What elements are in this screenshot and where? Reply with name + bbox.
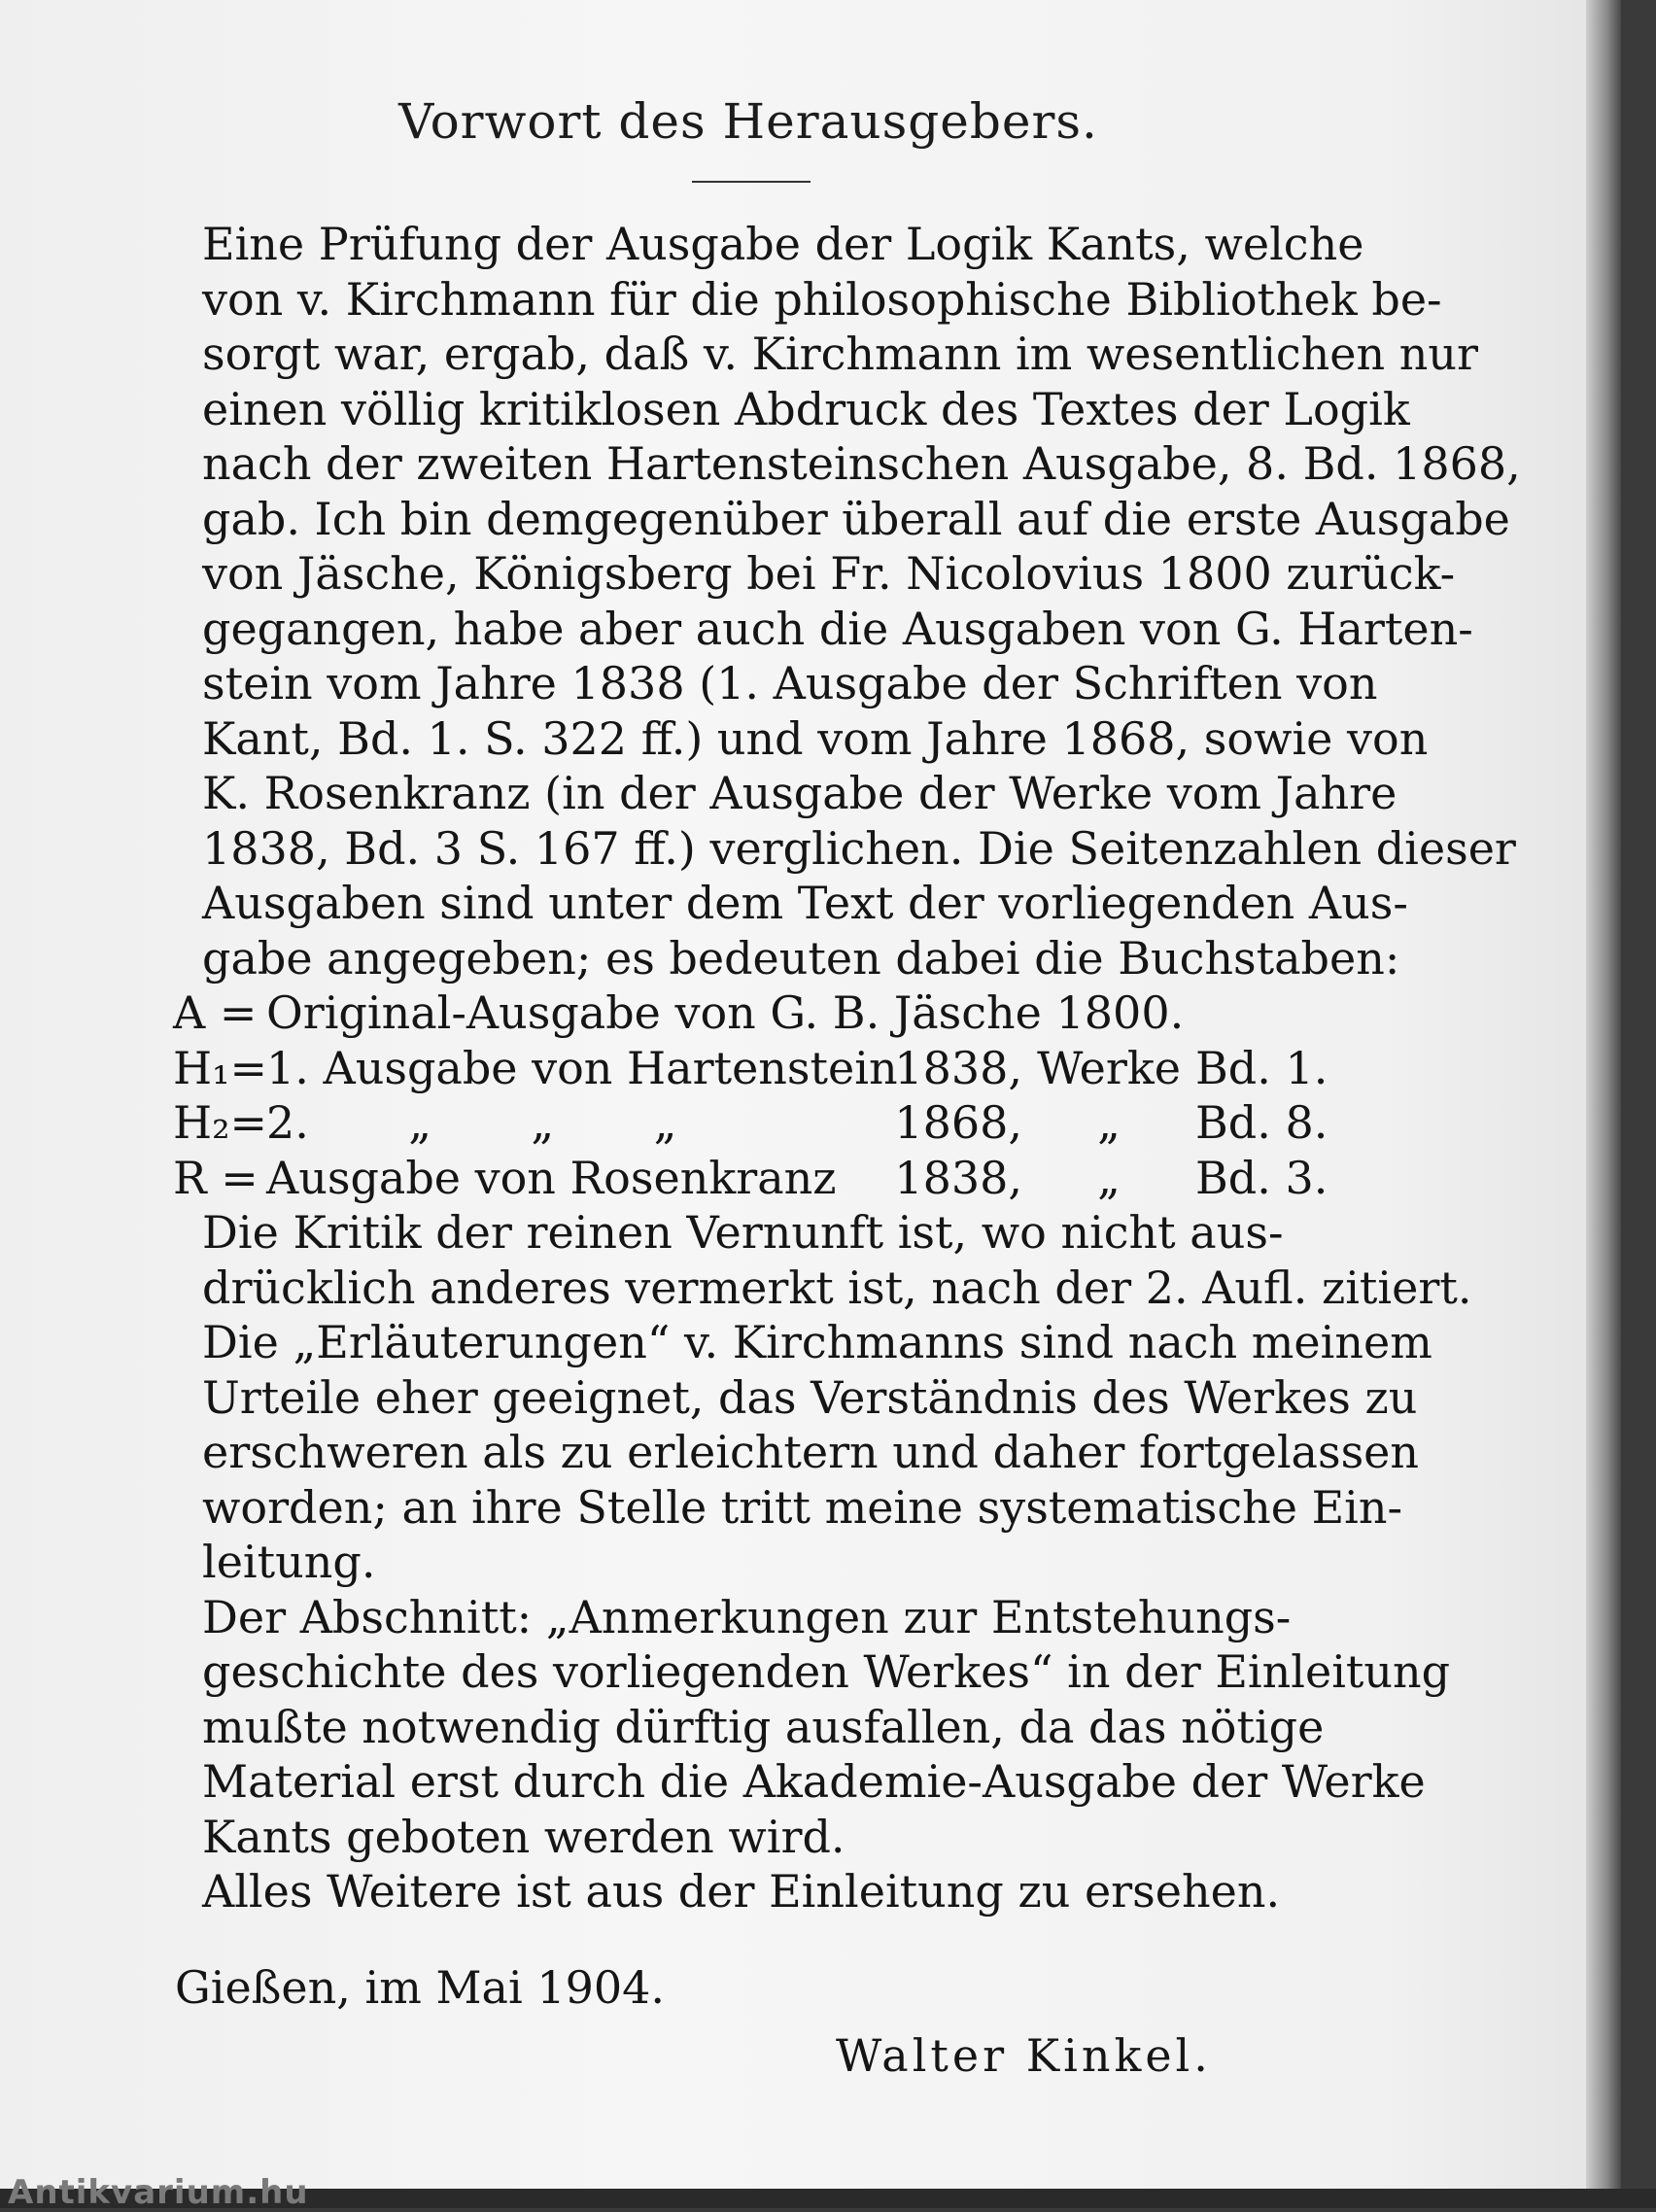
abbreviation-year: 1838, bbox=[879, 1041, 1022, 1096]
text-line: Die Kritik der reinen Vernunft ist, wo nicht aus- bbox=[128, 1205, 1364, 1261]
abbreviation-year: 1868, bbox=[879, 1095, 1022, 1151]
paragraph-3 bbox=[128, 1315, 1364, 1590]
paragraph-2 bbox=[128, 1205, 1364, 1315]
abbreviation-key: A = bbox=[173, 985, 266, 1041]
text-line: Alles Weitere ist aus der Einleitung zu ersehen. bbox=[128, 1864, 1364, 1919]
page-title: Vorwort des Herausgebers. bbox=[0, 93, 1497, 150]
text-line: leitung. bbox=[128, 1535, 1364, 1590]
text-line: Eine Prüfung der Ausgabe der Logik Kants, welche bbox=[128, 217, 1364, 272]
place-date: Gießen, im Mai 1904. bbox=[175, 1961, 665, 2014]
abbreviation-desc: Ausgabe von Rosenkranz bbox=[266, 1151, 879, 1206]
abbreviation-row bbox=[173, 1095, 1364, 1151]
abbreviation-row bbox=[173, 1041, 1364, 1096]
title-rule bbox=[692, 181, 811, 183]
abbreviation-year: 1838, bbox=[879, 1151, 1022, 1206]
text-line: 1838, Bd. 3 S. 167 ff.) verglichen. Die Seitenzahlen dieser bbox=[128, 821, 1364, 877]
abbreviation-table bbox=[128, 985, 1364, 1205]
abbreviation-volume: Bd. 1. bbox=[1195, 1041, 1293, 1096]
text-line: Der Abschnitt: „Anmerkungen zur Entstehungs- bbox=[128, 1590, 1364, 1645]
bottom-strip bbox=[0, 2189, 1656, 2208]
text-line: von v. Kirchmann für die philosophische Bibliothek be- bbox=[128, 272, 1364, 328]
abbreviation-work: „ bbox=[1022, 1151, 1195, 1206]
text-line: Kant, Bd. 1. S. 322 ff.) und vom Jahre 1868, sowie von bbox=[128, 711, 1364, 767]
text-line: Kants geboten werden wird. bbox=[128, 1810, 1364, 1865]
signature: Walter Kinkel. bbox=[836, 2029, 1212, 2082]
abbreviation-key: H₂= bbox=[173, 1095, 266, 1151]
text-line: erschweren als zu erleichtern und daher fortgelassen bbox=[128, 1425, 1364, 1480]
text-line: gab. Ich bin demgegenüber überall auf die erste Ausgabe bbox=[128, 492, 1364, 547]
text-line: stein vom Jahre 1838 (1. Ausgabe der Schriften von bbox=[128, 656, 1364, 711]
text-line: Material erst durch die Akademie-Ausgabe der Werke bbox=[128, 1754, 1364, 1810]
text-line: K. Rosenkranz (in der Ausgabe der Werke vom Jahre bbox=[128, 766, 1364, 821]
text-line: von Jäsche, Königsberg bei Fr. Nicolovius 1800 zurück- bbox=[128, 546, 1364, 602]
paragraph-5 bbox=[128, 1864, 1364, 1919]
paragraph-4 bbox=[128, 1590, 1364, 1865]
text-line: mußte notwendig dürftig ausfallen, da das nötige bbox=[128, 1700, 1364, 1755]
abbreviation-row bbox=[173, 985, 1364, 1041]
abbreviation-desc: 1. Ausgabe von Hartenstein bbox=[266, 1041, 879, 1096]
abbreviation-key: R = bbox=[173, 1151, 266, 1206]
body-text bbox=[128, 217, 1364, 1919]
abbreviation-work: Werke bbox=[1022, 1041, 1195, 1096]
text-line: Ausgaben sind unter dem Text der vorliegenden Aus- bbox=[128, 876, 1364, 931]
paragraph-1 bbox=[128, 217, 1364, 985]
abbreviation-row bbox=[173, 1151, 1364, 1206]
text-line: nach der zweiten Hartensteinschen Ausgabe, 8. Bd. 1868, bbox=[128, 436, 1364, 492]
text-line: sorgt war, ergab, daß v. Kirchmann im wesentlichen nur bbox=[128, 327, 1364, 382]
abbreviation-work: „ bbox=[1022, 1095, 1195, 1151]
abbreviation-volume: Bd. 3. bbox=[1195, 1151, 1293, 1206]
text-line: geschichte des vorliegenden Werkes“ in der Einleitung bbox=[128, 1644, 1364, 1700]
abbreviation-desc: Original-Ausgabe von G. B. Jäsche 1800. bbox=[266, 985, 1184, 1041]
text-line: einen völlig kritiklosen Abdruck des Textes der Logik bbox=[128, 382, 1364, 437]
text-line: gegangen, habe aber auch die Ausgaben von G. Harten- bbox=[128, 602, 1364, 657]
watermark-text: Antikvarium.hu bbox=[8, 2173, 309, 2212]
abbreviation-key: H₁= bbox=[173, 1041, 266, 1096]
text-line: drücklich anderes vermerkt ist, nach der 2. Aufl. zitiert. bbox=[128, 1261, 1364, 1316]
abbreviation-desc: 2. „ „ „ bbox=[266, 1095, 879, 1151]
text-line: worden; an ihre Stelle tritt meine systematische Ein- bbox=[128, 1480, 1364, 1536]
page-edge-shadow bbox=[1586, 0, 1621, 2208]
abbreviation-volume: Bd. 8. bbox=[1195, 1095, 1293, 1151]
text-line: gabe angegeben; es bedeuten dabei die Buchstaben: bbox=[128, 931, 1364, 986]
text-line: Die „Erläuterungen“ v. Kirchmanns sind nach meinem bbox=[128, 1315, 1364, 1370]
text-line: Urteile eher geeignet, das Verständnis des Werkes zu bbox=[128, 1370, 1364, 1426]
